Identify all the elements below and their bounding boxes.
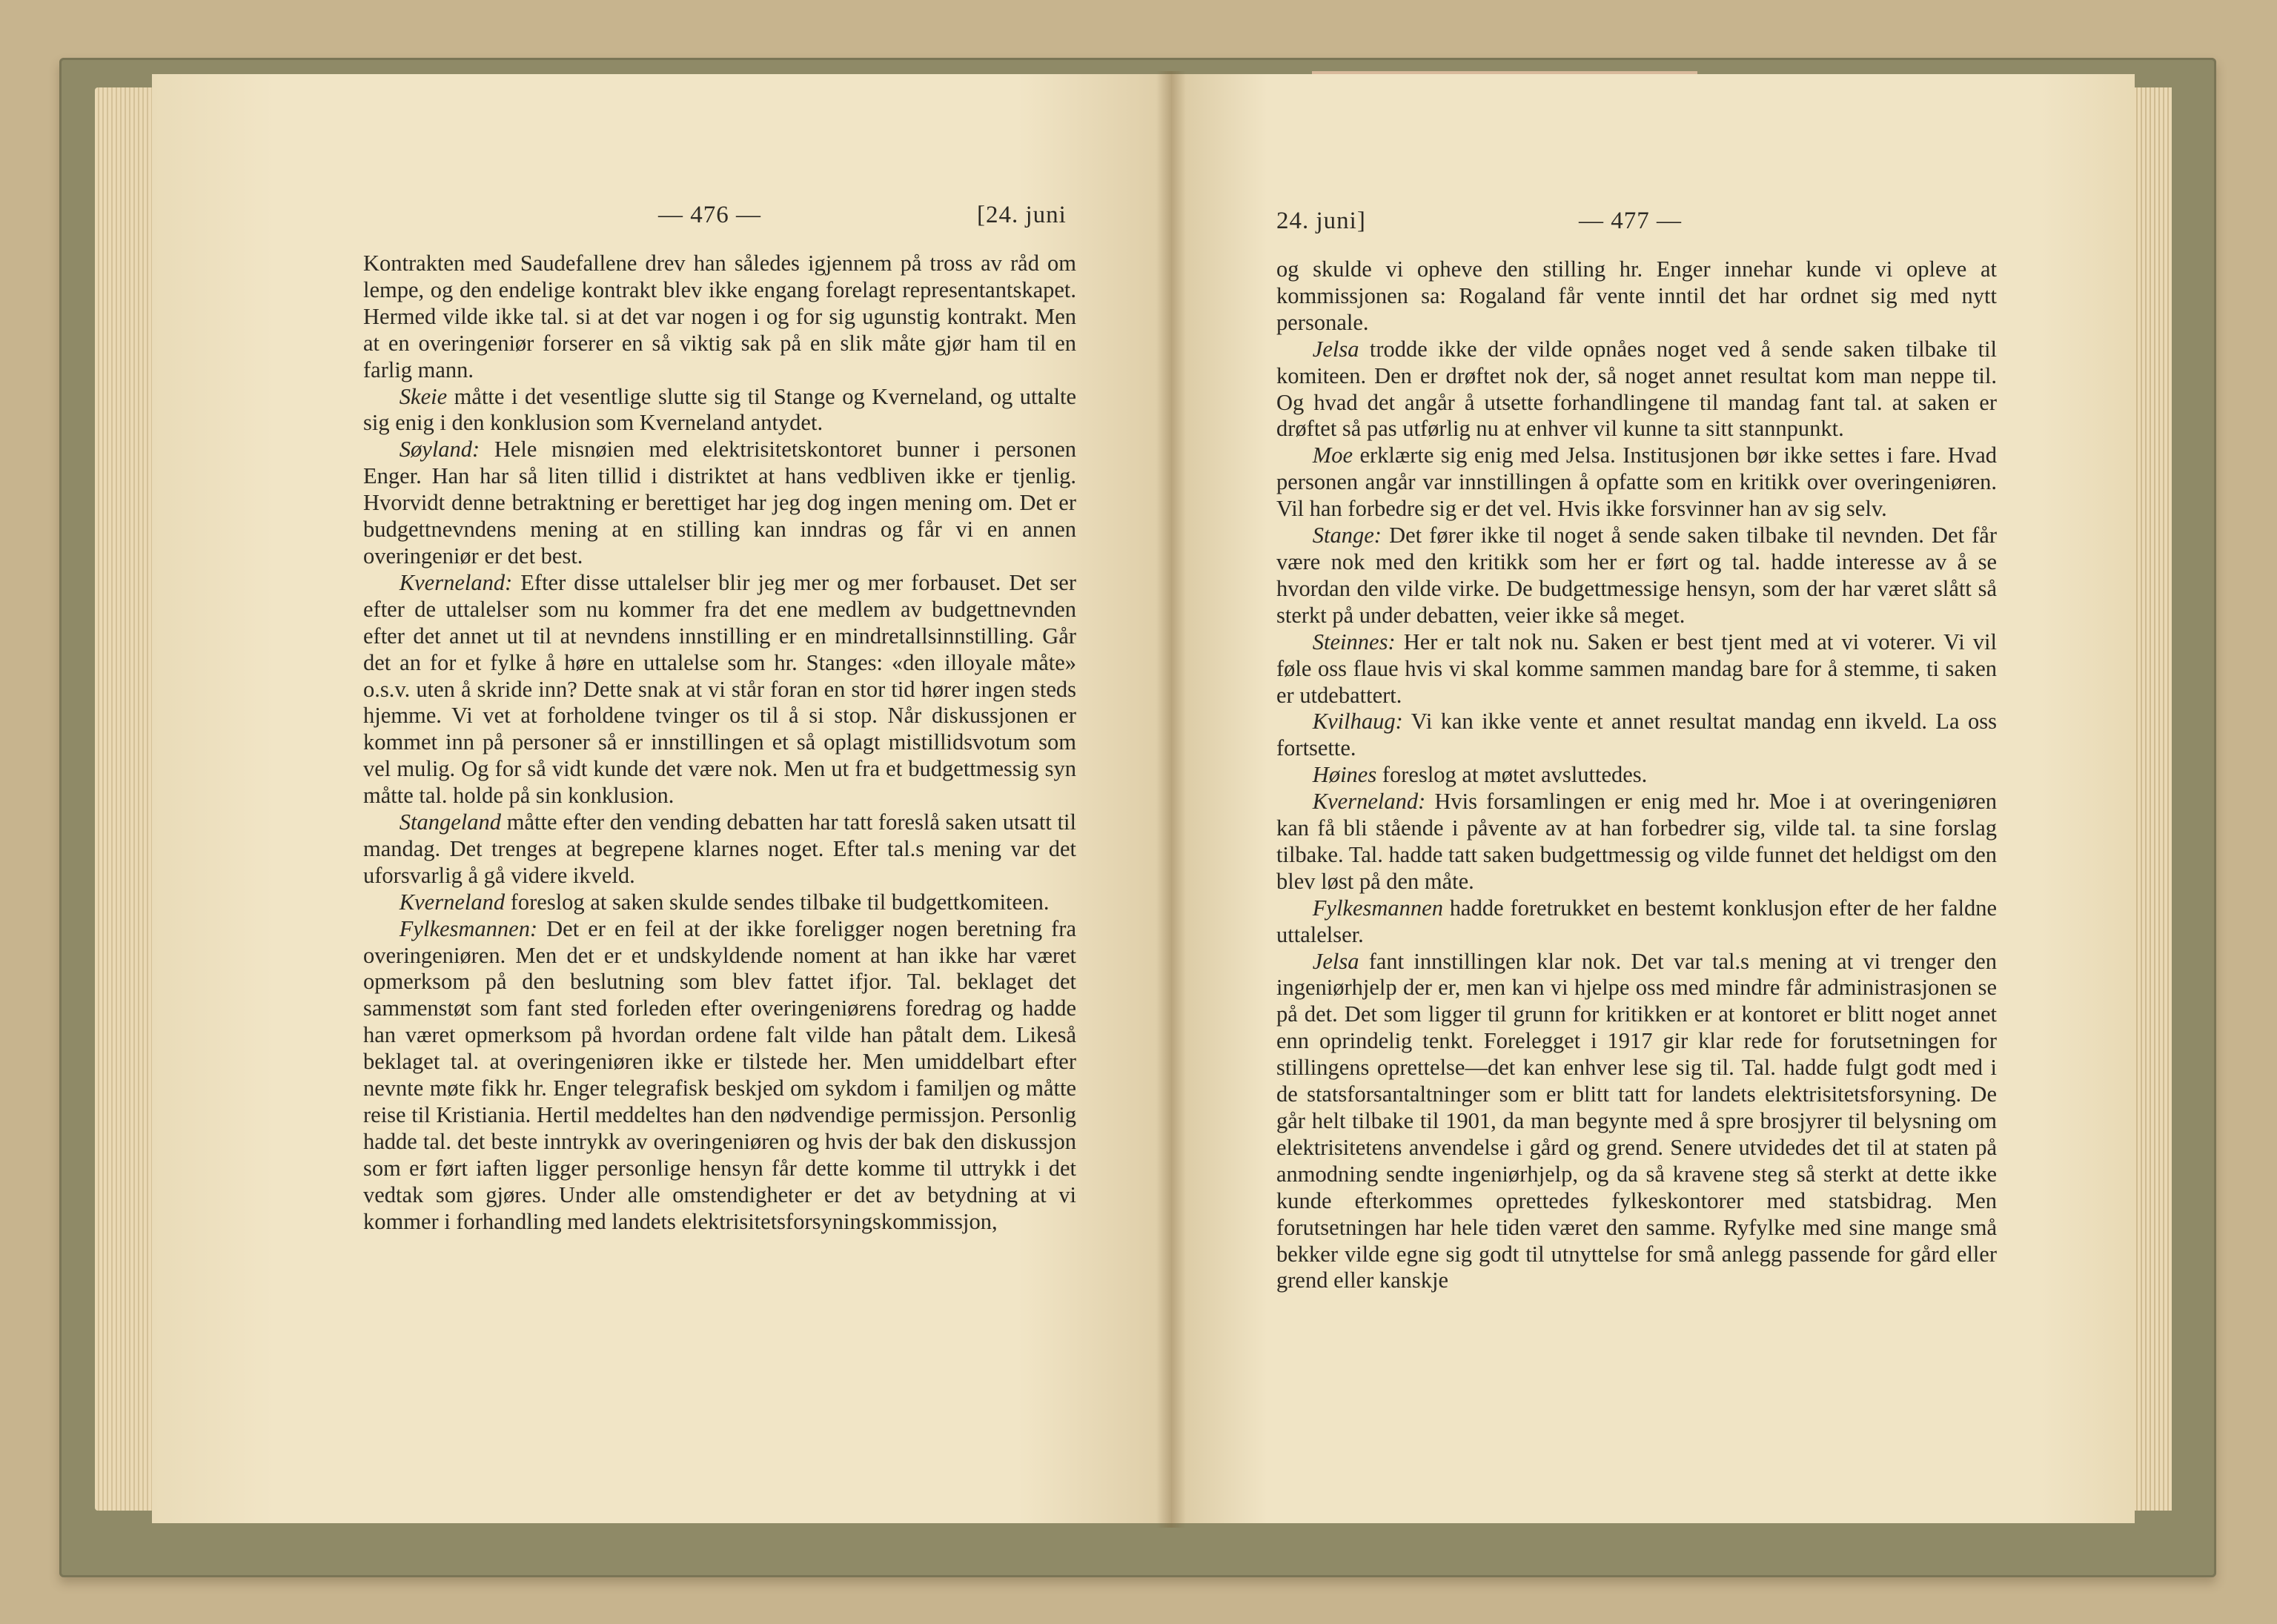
paragraph-text: fant innstillingen klar nok. Det var tal.s mening at vi trenger den ingeniørhjelp der er, men kan vi hjelpe oss med mindre får administrasjonen se på det. Det som ligger til grunn for kritikken er at kontoret er blitt noget annet enn oprindelig tenkt. Forelegget i 1917 gir klar rede for forutsetningen for stillingens oprettelse—det kan enhver lese sig til. Tal. hadde fulgt godt med i de statsforsantaltninger som er blitt tatt for landets elektrisitetsforsyning. De går helt tilbake til 1901, da man begynte med å spre brosjyrer til belysning om elektrisitetens anvendelse i gård og grend. Senere utvidedes det til at staten på anmodning sendte ingeniørhjelp, og da så kravene steg så sterkt at dette ikke kunde efterkommes oprettedes fylkeskontorer med statsbidrag. Men forutsetningen har hele tiden været den samme. Ryfylke med sine mange små bekker vilde egne sig godt til utnyttelse for små anlegg passende for gård eller grend eller kanskje xyxy=(1276,948,1997,1293)
paragraph-text: Efter disse uttalelser blir jeg mer og mer forbauset. Det ser efter de uttalelser som nu kommer fra det ene medlem av budgettnevnden efter det annet ut til at nevndens innstilling er en mindretallsinnstilling. Går det an for et fylke å høre en uttalelse som hr. Stanges: «den illoyale måte» o.s.v. uten å skride inn? Dette snak at vi står foran en stor tid hører ingen steds hjemme. Vi vet at forholdene tvinger os til å si stop. Når diskussjonen er kommet inn på personer så er innstillingen et så oplagt mistillidsvotum som vel mulig. Og for så vidt kunde det være nok. Men ut fra et budgettmessig syn måtte tal. holde på sin konklusion. xyxy=(363,569,1076,809)
right-date-header: 24. juni] xyxy=(1276,208,1366,234)
paragraph-text: Her er talt nok nu. Saken er best tjent med at vi voterer. Vi vil føle oss flaue hvis vi skal komme sammen mandag bare for å stemme, ti saken er utdebattert. xyxy=(1276,629,1997,708)
paragraph xyxy=(1276,762,1997,789)
paragraph xyxy=(363,570,1076,809)
paragraph xyxy=(363,251,1076,384)
speaker-name: Jelsa xyxy=(1312,336,1359,362)
paragraph xyxy=(1276,443,1997,523)
speaker-name: Kvilhaug: xyxy=(1312,709,1403,735)
paragraph xyxy=(1276,709,1997,762)
paragraph-text: foreslog at møtet avsluttedes. xyxy=(1376,762,1648,788)
paragraph xyxy=(363,384,1076,437)
paragraph xyxy=(363,889,1076,916)
paragraph xyxy=(363,809,1076,889)
paragraph-text: og skulde vi opheve den stilling hr. Enger innehar kunde vi opleve at kommissjonen sa: Rogaland får vente inntil det har ordnet sig med nytt personale. xyxy=(1276,256,1997,335)
paragraph-text: foreslog at saken skulde sendes tilbake til budgettkomiteen. xyxy=(505,889,1050,915)
speaker-name: Steinnes: xyxy=(1312,629,1396,654)
paragraph xyxy=(363,916,1076,1236)
paragraph xyxy=(1276,337,1997,443)
left-page-text xyxy=(363,251,1076,1236)
speaker-name: Fylkesmannen xyxy=(1312,895,1443,921)
book-gutter xyxy=(1156,71,1186,1528)
speaker-name: Skeie xyxy=(399,383,448,409)
speaker-name: Høines xyxy=(1312,762,1377,788)
right-page-number: — 477 — xyxy=(1579,208,1682,234)
speaker-name: Moe xyxy=(1312,443,1353,468)
paragraph xyxy=(1276,895,1997,949)
speaker-name: Fylkesmannen: xyxy=(399,915,538,941)
speaker-name: Kverneland xyxy=(399,889,506,915)
paragraph-text: Hele misnøien med elektrisitetskontoret bunner i personen Enger. Han har så liten tillid i distriktet at hans vedbliven ikke er tjenlig. Hvorvidt denne betraktning er berettiget har jeg dog ingen mening om. Det er budgettnevndens mening at en stilling kan inndras og får vi en annen overingeniør er det best. xyxy=(363,437,1076,569)
paragraph-text: hadde foretrukket en bestemt konklusjon efter de her faldne uttalelser. xyxy=(1276,895,1997,947)
paragraph-text: Vi kan ikke vente et annet resultat mandag enn ikveld. La oss fortsette. xyxy=(1276,709,1997,761)
speaker-name: Kverneland: xyxy=(1312,789,1426,815)
paragraph-text: Det er en feil at der ikke foreligger nogen beretning fra overingeniøren. Men det er et undskyldende noment at han ikke har været opmerksom på den beslutning som blev fattet ifjor. Tal. beklaget det sammenstøt som fant sted forleden efter overingeniørens foredrag og hadde han været opmerksom på hvordan ordene falt vilde han påtalt dem. Likeså beklaget tal. at overingeniøren ikke er tilstede her. Men umiddelbart efter nevnte møte fikk hr. Enger telegrafisk beskjed om sykdom i familjen og måtte reise til Kristiania. Hertil meddeltes han den nødvendige permissjon. Personlig hadde tal. det beste inntrykk av overingeniøren og hvis der bak den diskussjon som er ført iaften ligger personlige hensyn får dette komme til uttrykk i det vedtak som gjøres. Under alle omstendigheter er det av betydning at vi kommer i forhandling med landets elektrisitetsforsyningskommissjon, xyxy=(363,915,1076,1234)
paragraph-text: måtte efter den vending debatten har tatt foreslå saken utsatt til mandag. Det trenges at begrepene klarnes noget. Efter tal.s mening var det uforsvarlig å gå videre ikveld. xyxy=(363,809,1076,888)
paragraph-text: trodde ikke der vilde opnåes noget ved å sende saken tilbake til komiteen. Den er drøftet nok der, så noget annet resultat kom man neppe til. Og hvad det angår å utsette forhandlingene til mandag fant tal. at saken er drøftet så pas utførlig nu at enhver vil kunne ta sitt stannpunkt. xyxy=(1276,336,1997,442)
paragraph xyxy=(1276,629,1997,709)
paragraph xyxy=(363,437,1076,570)
paragraph-text: måtte i det vesentlige slutte sig til Stange og Kverneland, og uttalte sig enig i den konklusion som Kverneland antydet. xyxy=(363,383,1076,436)
paragraph-text: Det fører ikke til noget å sende saken tilbake til nevnden. Det får være nok med den kritikk som her er ført og tal. hadde interesse av å se hvordan den vilde virke. De budgettmessige hensyn, som der har været slått så sterkt på under debatten, veier ikke så meget. xyxy=(1276,523,1997,628)
speaker-name: Søyland: xyxy=(399,437,480,463)
paragraph xyxy=(1276,523,1997,629)
speaker-name: Kverneland: xyxy=(399,569,513,595)
right-page-text xyxy=(1276,256,1997,1294)
paragraph xyxy=(1276,949,1997,1295)
paragraph-text: Kontrakten med Saudefallene drev han således igjennem på tross av råd om lempe, og den endelige kontrakt blev ikke engang forelagt representantskapet. Hermed vilde ikke tal. si at det var nogen i og for sig ugunstig kontrakt. Men at en overingeniør forserer en så viktig sak på en slik måte gjør ham til en farlig mann. xyxy=(363,251,1076,382)
speaker-name: Jelsa xyxy=(1312,948,1359,974)
paragraph xyxy=(1276,789,1997,895)
paragraph xyxy=(1276,256,1997,337)
left-page-number: — 476 — xyxy=(658,202,761,228)
paragraph-text: erklærte sig enig med Jelsa. Institusjonen bør ikke settes i fare. Hvad personen angår var innstillingen å opfatte som en kritikk over overingeniøren. Vil han forbedre sig er det vel. Hvis ikke forsvinner han av sig selv. xyxy=(1276,443,1997,522)
speaker-name: Stange: xyxy=(1312,523,1382,548)
paragraph-text: Hvis forsamlingen er enig med hr. Moe i at overingeniøren kan få bli stående i påvente av at han forbedrer sig, vilde tal. ta sine forslag tilbake. Tal. hadde tatt saken budgettmessig og vilde funnet det heldigst om den blev løst på den måte. xyxy=(1276,789,1997,894)
left-date-header: [24. juni xyxy=(977,202,1067,228)
speaker-name: Stangeland xyxy=(399,809,502,835)
